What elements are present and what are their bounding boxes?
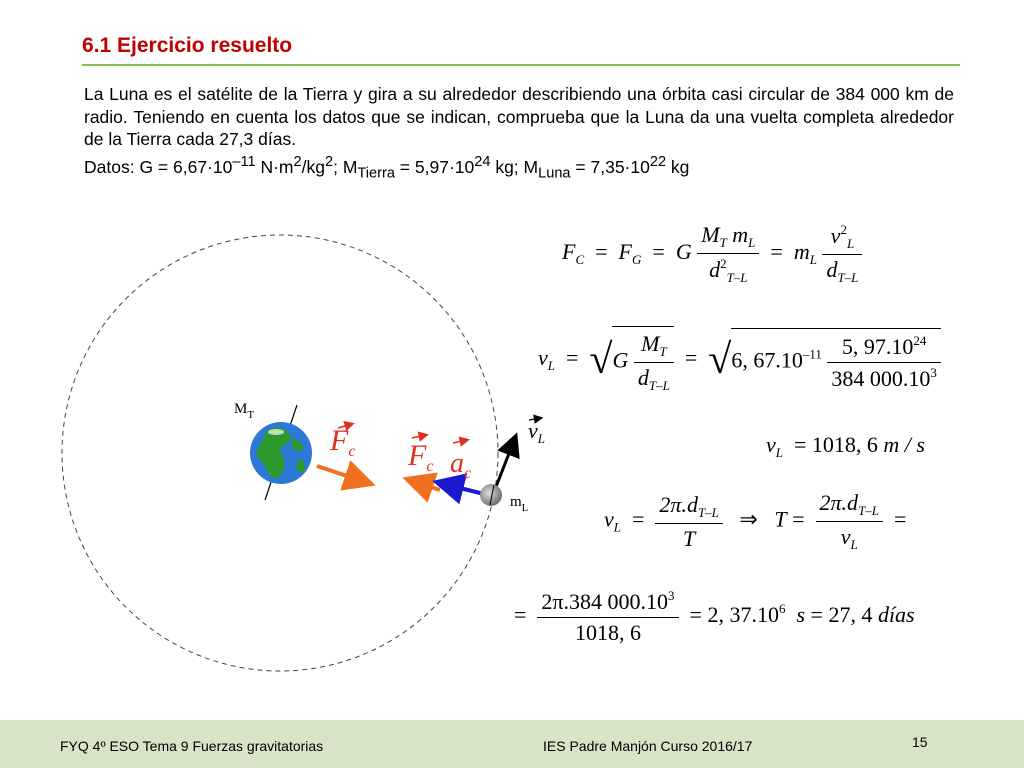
equation-4: $v_L$ = $\frac{2\pi.d_{T-L}}{T}$ ⇒ T = $\frac{2\pi.d_{T-L}}{v_L}$ = — [604, 490, 907, 552]
earth-label: $M_T$ — [234, 401, 255, 421]
equation-5: = $\frac{2\pi.384 000.10^3}{1018, 6}$ = 2, 37.10$^6$ s = 27, 4 días — [514, 588, 915, 645]
fc-earth-label: $F_c$ — [330, 424, 356, 460]
fc-moon-arrow — [410, 480, 440, 490]
problem-data: Datos: $G = 6,67\cdot 10^{-11}$ $N\cdot m^2/kg^2$; $M_{Tierra} = 5,97\cdot 10^{24}$ kg; $M_{Luna} = 7,35\cdot 10^{22}$ kg — [84, 153, 690, 181]
problem-statement — [84, 83, 954, 184]
title-divider — [82, 64, 960, 66]
moon-label: $m_L$ — [510, 494, 529, 514]
fc-earth-arrow — [317, 466, 368, 483]
equation-1: $F_C = F_G = G$ $\frac{M_T m_L}{d^2_{T-L}}$ = $m_L$ $\frac{v^2_L}{d_{T-L}}$ — [562, 222, 862, 286]
fc-moon-label: $F_c$ — [408, 439, 434, 475]
equation-3: $v_L = 1018$, 6 m / s — [766, 432, 925, 460]
velocity-arrow — [494, 438, 515, 492]
footer-course: FYQ 4º ESO Tema 9 Fuerzas gravitatorias — [60, 738, 324, 754]
moon-icon — [480, 484, 502, 506]
ac-vector-mark — [453, 440, 467, 443]
page-number: 15 — [912, 734, 928, 750]
ac-label: $a_c$ — [450, 448, 472, 482]
page-title: 6.1 Ejercicio resuelto — [82, 34, 293, 57]
velocity-label: $v_L$ — [528, 418, 545, 446]
fc-moon-vector-mark — [412, 435, 426, 438]
footer-school: IES Padre Manjón Curso 2016/17 — [543, 738, 753, 754]
equation-2: $v_L = √G$ $\frac{M_T}{d_{T-L}}$ = √6, $67.10^{-11}$ $\frac{5, 97.10^{24}}{384 000.10^3}$ — [538, 326, 941, 394]
orbit-diagram — [0, 200, 529, 720]
ac-moon-arrow — [440, 483, 484, 494]
problem-text: La Luna es el satélite de la Tierra y gira a su alrededor describiendo una órbita casi circular de 384 000 km de radio. Teniendo en cuenta los datos que se indican, comprueba que la Luna da una vuelta completa alrededor de la Tierra cada 27,3 días. — [84, 84, 954, 149]
earth-icon — [250, 422, 312, 484]
